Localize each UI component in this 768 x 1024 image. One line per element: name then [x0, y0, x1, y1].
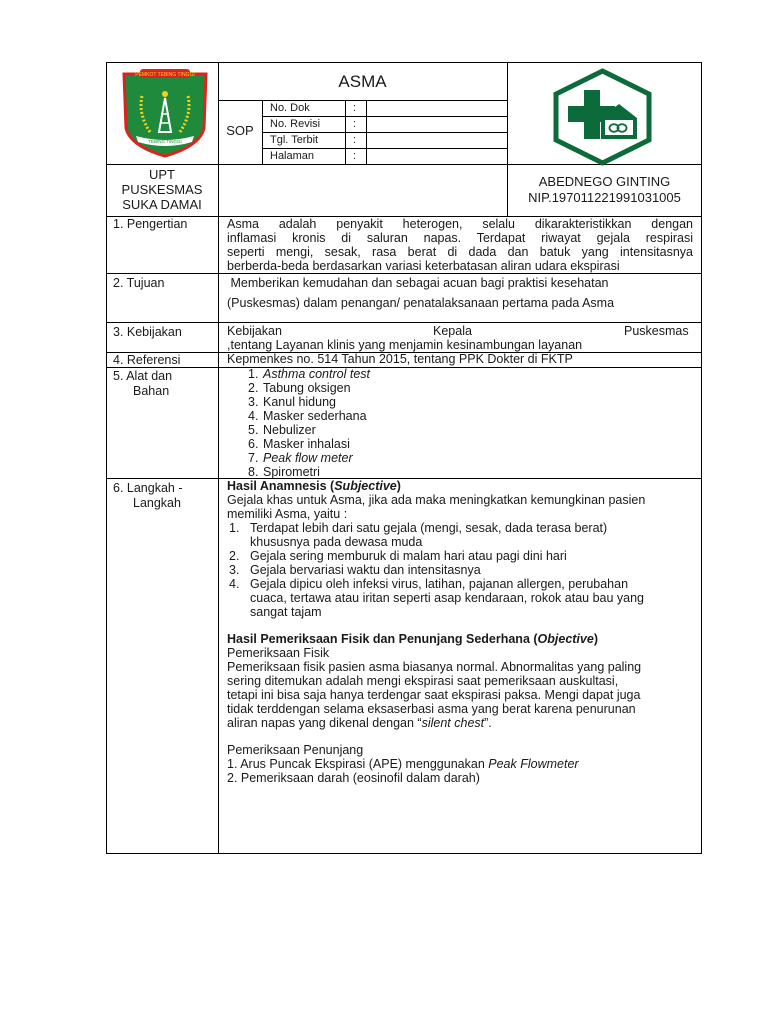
section-label-tujuan: 2. Tujuan	[113, 276, 165, 290]
alat-item-num: 4.	[248, 409, 259, 423]
anamnesis-item-num: 3.	[229, 563, 240, 577]
puskesmas-logo	[551, 68, 654, 166]
tujuan-line-1: Memberikan kemudahan dan sebagai acuan bagi praktisi kesehatan	[227, 276, 609, 290]
anamnesis-item-text: khususnya pada dewasa muda	[250, 535, 423, 549]
title-row-divider	[218, 100, 507, 101]
alat-item-num: 7.	[248, 451, 259, 465]
org-name-line2: PUSKESMAS	[121, 182, 203, 197]
kebijakan-line-2: ,tentang Layanan klinis yang menjamin kesinambungan layanan	[227, 338, 583, 352]
fisik-line: tidak terddengan selama eksaserbasi asma yang berat karena penurunan	[227, 702, 636, 716]
alat-item-text: Masker sederhana	[263, 409, 367, 423]
penunjang-title: Pemeriksaan Penunjang	[227, 743, 364, 757]
alat-item-text: Masker inhalasi	[263, 437, 350, 451]
objective-heading: Hasil Pemeriksaan Fisik dan Penunjang Sederhana (Objective)	[227, 632, 598, 646]
kebijakan-word-3: Puskesmas	[624, 324, 689, 338]
section-label-pengertian: 1. Pengertian	[113, 217, 188, 231]
anamnesis-item-text: cuaca, tertawa atau iritan seperti asap kendaraan, rokok atau bau yang	[250, 591, 645, 605]
label-column-divider	[218, 62, 219, 854]
alat-item-num: 8.	[248, 465, 259, 479]
anamnesis-intro-2: memiliki Asma, yaitu :	[227, 507, 348, 521]
svg-text:PEMKOT TEBING TINGGI: PEMKOT TEBING TINGGI	[135, 72, 195, 78]
meta-colon: :	[353, 134, 357, 146]
pengertian-line-3: seperti mengi, sesak, rasa berat di dada dan batuk yang intensitasnya	[227, 245, 693, 259]
referensi-text: Kepmenkes no. 514 Tahun 2015, tentang PPK Dokter di FKTP	[227, 352, 573, 366]
anamnesis-item-num: 4.	[229, 577, 240, 591]
anamnesis-item-text: Terdapat lebih dari satu gejala (mengi, sesak, dada terasa berat)	[250, 521, 608, 535]
pengertian-line-4: berberda-beda berdasarkan variasi keterbatasan aliran udara ekspirasi	[227, 259, 620, 273]
section-label-langkah-2: Langkah	[133, 496, 181, 510]
anamnesis-item-text: Gejala bervariasi waktu dan intensitasnya	[250, 563, 481, 577]
fisik-line: Pemeriksaan fisik pasien asma biasanya normal. Abnormalitas yang paling	[227, 660, 642, 674]
alat-item-text: Asthma control test	[263, 367, 370, 381]
meta-label-no-revisi: No. Revisi	[270, 118, 321, 130]
meta-colon: :	[353, 150, 357, 162]
alat-item-num: 3.	[248, 395, 259, 409]
fisik-line: sering ditemukan adalah mengi ekspirasi saat pemeriksaan auskultasi,	[227, 674, 619, 688]
fisik-title: Pemeriksaan Fisik	[227, 646, 330, 660]
alat-item-text: Peak flow meter	[263, 451, 353, 465]
meta-label-tgl-terbit: Tgl. Terbit	[270, 134, 319, 146]
section-label-kebijakan: 3. Kebijakan	[113, 325, 182, 339]
section-divider-5	[106, 367, 702, 368]
anamnesis-item-num: 2.	[229, 549, 240, 563]
meta-colon: :	[353, 102, 357, 114]
anamnesis-heading: Hasil Anamnesis (Subjective)	[227, 479, 401, 493]
alat-item-num: 5.	[248, 423, 259, 437]
document-title: ASMA	[338, 72, 387, 91]
svg-text:TEBING TINGGI: TEBING TINGGI	[148, 139, 182, 144]
org-name-line3: SUKA DAMAI	[122, 197, 202, 212]
anamnesis-item-text: Gejala sering memburuk di malam hari atau pagi dini hari	[250, 549, 567, 563]
alat-item-num: 6.	[248, 437, 259, 451]
penunjang-item-1: 1. Arus Puncak Ekspirasi (APE) menggunakan Peak Flowmeter	[227, 757, 579, 771]
city-logo	[120, 66, 210, 158]
anamnesis-item-text: sangat tajam	[250, 605, 322, 619]
alat-item-text: Spirometri	[263, 465, 320, 479]
anamnesis-intro-1: Gejala khas untuk Asma, jika ada maka meningkatkan kemungkinan pasien	[227, 493, 646, 507]
section-label-alat-2: Bahan	[133, 384, 170, 398]
section-label-langkah: 6. Langkah -	[113, 481, 183, 495]
signer-name: ABEDNEGO GINTING	[538, 174, 671, 189]
alat-item-text: Tabung oksigen	[263, 381, 351, 395]
fisik-line: tetapi ini bisa saja hanya terdengar saat ekspirasi paksa. Mengi dapat juga	[227, 688, 641, 702]
section-label-alat: 5. Alat dan	[113, 369, 173, 383]
pengertian-line-1: Asma adalah penyakit heterogen, selalu dikarakteristikkan dengan	[227, 217, 693, 231]
section-divider-6	[106, 478, 702, 479]
pengertian-line-2: inflamasi kronis di saluran napas. Terdapat riwayat gejala respirasi	[227, 231, 693, 245]
anamnesis-item-text: Gejala dipicu oleh infeksi virus, latihan, pajanan allergen, perubahan	[250, 577, 629, 591]
fisik-line-last: aliran napas yang dikenal dengan “silent chest”.	[227, 716, 492, 730]
alat-item-text: Nebulizer	[263, 423, 316, 437]
signer-nip: NIP.197011221991031005	[528, 190, 681, 205]
meta-label-no-dok: No. Dok	[270, 102, 310, 114]
alat-item-num: 1.	[248, 367, 259, 381]
sop-label: SOP	[226, 123, 254, 138]
kebijakan-word-2: Kepala	[433, 324, 472, 338]
alat-item-num: 2.	[248, 381, 259, 395]
penunjang-item-2: 2. Pemeriksaan darah (eosinofil dalam darah)	[227, 771, 480, 785]
section-label-referensi: 4. Referensi	[113, 353, 181, 367]
meta-label-halaman: Halaman	[270, 150, 315, 162]
section-divider-2	[106, 273, 702, 274]
kebijakan-word-1: Kebijakan	[227, 324, 282, 338]
section-divider-3	[106, 322, 702, 323]
alat-item-text: Kanul hidung	[263, 395, 336, 409]
meta-colon: :	[353, 118, 357, 130]
tujuan-line-2: (Puskesmas) dalam penangan/ penatalaksanaan pertama pada Asma	[227, 296, 615, 310]
org-name-line1: UPT	[149, 167, 175, 182]
anamnesis-item-num: 1.	[229, 521, 240, 535]
